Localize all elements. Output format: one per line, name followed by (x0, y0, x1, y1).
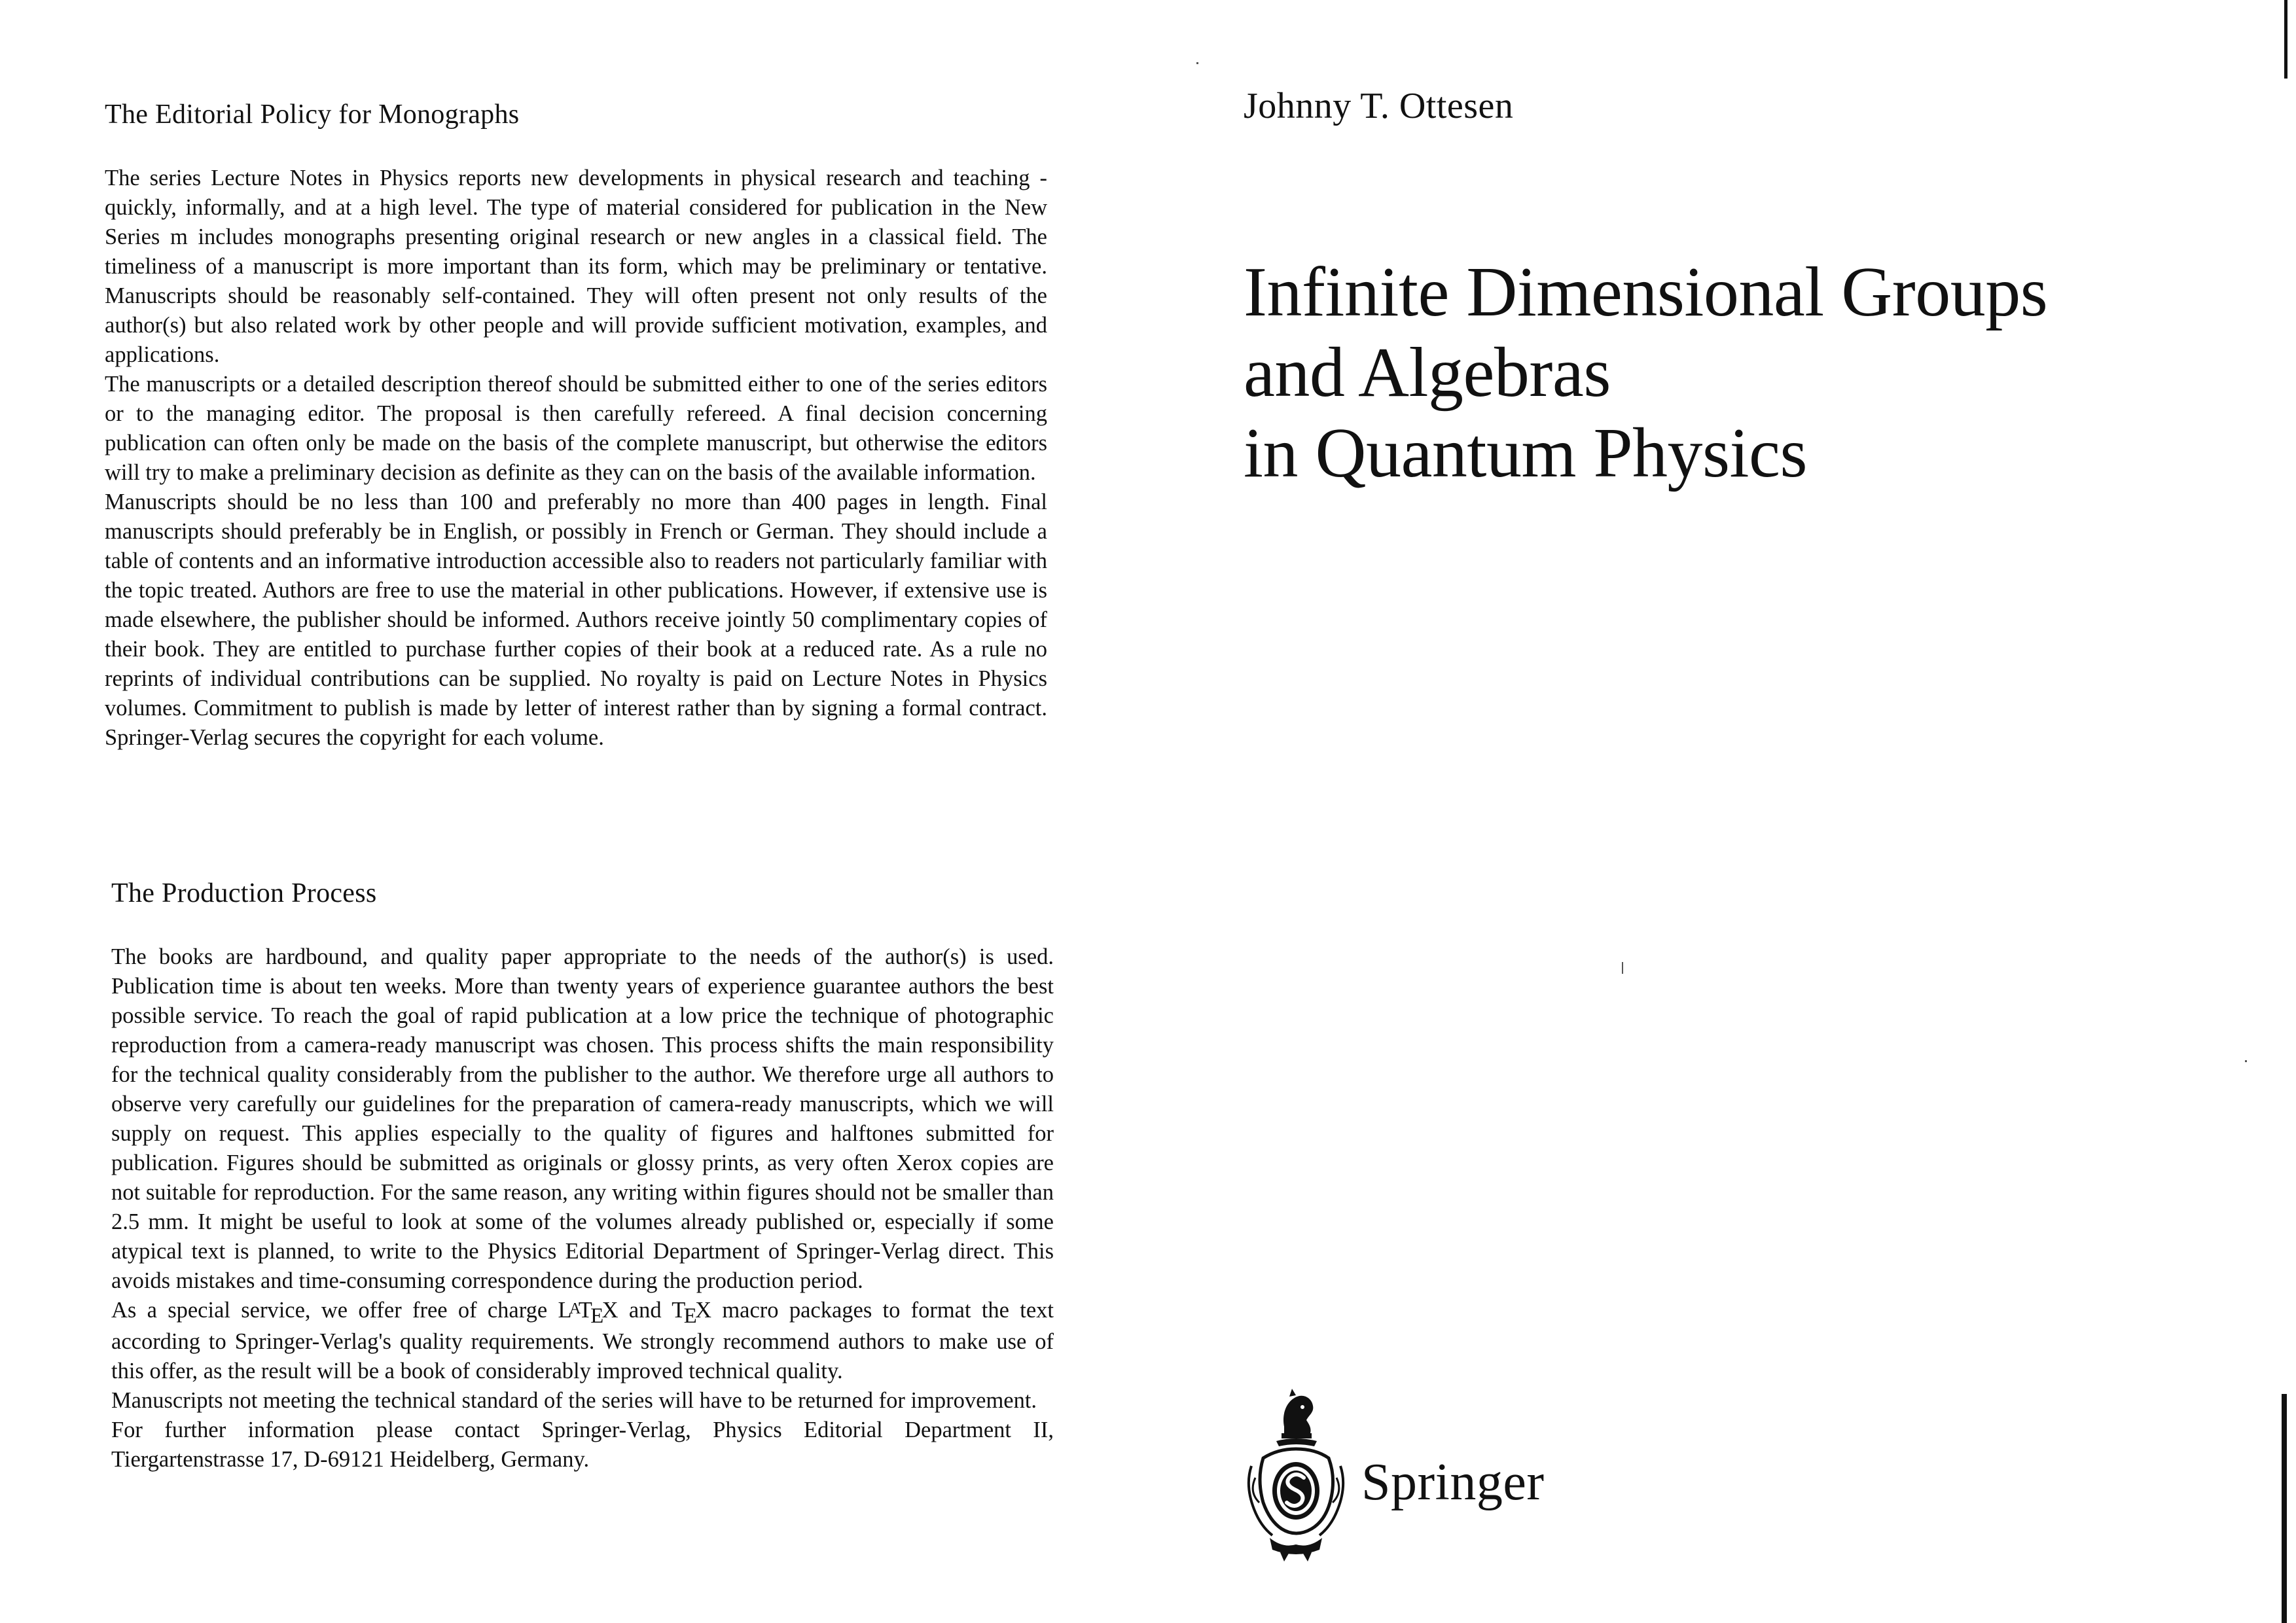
tex-logo: TEX (672, 1298, 712, 1328)
publisher-name: Springer (1361, 1454, 1545, 1511)
book-title-line-3: in Quantum Physics (1244, 414, 1808, 492)
special-service-intro: As a special service, we offer free of charge (111, 1298, 558, 1323)
left-page (105, 98, 1054, 1590)
scan-speck (1622, 962, 1623, 974)
scan-speck (1196, 62, 1198, 64)
scan-edge-bottom-right (2282, 1394, 2287, 1623)
production-process-paragraph-2 (111, 1296, 1054, 1386)
production-process-paragraph-1: The books are hardbound, and quality paper appropriate to the needs of the author(s) is used. Publication time is about ten weeks. More than twenty years of experience guarantee authors the best possible service. To reach the goal of rapid publication at a low price the technique of photographic reproduction from a camera-ready manuscript was chosen. This process shifts the main responsibility for the technical quality considerably from the publisher to the author. We therefore urge all authors to observe very carefully our guidelines for the preparation of camera-ready manuscripts, which we will supply on request. This applies especially to the quality of figures and halftones submitted for publication. Figures should be submitted as originals or glossy prints, as very often Xerox copies are not suitable for reproduction. For the same reason, any writing within figures should not be smaller than 2.5 mm. It might be useful to look at some of the volumes already published or, especially if some atypical text is planned, to write to the Physics Editorial Department of Springer-Verlag direct. This avoids mistakes and time-consuming correspondence during the production period. (111, 944, 1054, 1294)
and-word: and (618, 1298, 672, 1323)
editorial-policy-paragraph-2: The manuscripts or a detailed description thereof should be submitted either to one of the series editors or to the managing editor. The proposal is then carefully refereed. A final decision concerning publication can often only be made on the basis of the complete manuscript, but otherwise the editors will try to make a preliminary decision as definite as they can on the basis of the available information. (105, 372, 1047, 486)
latex-logo: LATEX (558, 1298, 619, 1328)
editorial-policy-paragraph-3: Manuscripts should be no less than 100 and preferably no more than 400 pages in length. Final manuscripts should preferably be in English, or possibly in French or German. They should include a table of contents and an informative introduction accessible also to readers not particularly familiar with the topic treated. Authors are free to use the material in other publications. However, if extensive use is made elsewhere, the publisher should be informed. Authors receive jointly 50 complimentary copies of their book. They are entitled to purchase further copies of their book at a reduced rate. As a rule no reprints of individual contributions can be supplied. No royalty is paid on Lecture Notes in Physics volumes. Commitment to publish is made by letter of interest rather than by signing a formal contract. Springer-Verlag secures the copyright for each volume. (105, 490, 1047, 751)
scan-edge-top-right (2284, 0, 2287, 79)
publisher-block (1244, 1381, 1636, 1564)
editorial-policy-paragraph-1: The series Lecture Notes in Physics reports new developments in physical research and teaching - quickly, informally, and at a high level. The type of material considered for publication in the New Series m includes monographs presenting original research or new angles in a classical field. The timeliness of a manuscript is more important than its form, which may be preliminary or tentative. Manuscripts should be reasonably self-contained. They will often present not only results of the author(s) but also related work by other people and will provide sufficient motivation, examples, and applications. (105, 166, 1047, 368)
book-title-line-2: and Algebras (1244, 334, 1611, 412)
book-title (1244, 252, 2251, 493)
editorial-policy-section (105, 98, 1047, 753)
production-process-heading: The Production Process (111, 878, 377, 908)
springer-chess-knight-logo-icon (1244, 1381, 1348, 1564)
production-process-paragraph-4: For further information please contact Springer-Verlag, Physics Editorial Department II, Tiergartenstrasse 17, D-69121 Heidelberg, Germany. (111, 1418, 1054, 1472)
author-name: Johnny T. Ottesen (1244, 86, 1514, 126)
editorial-policy-heading: The Editorial Policy for Monographs (105, 99, 520, 130)
production-process-section (111, 877, 1054, 1474)
right-page (1244, 0, 2265, 1623)
scan-speck (2245, 1060, 2247, 1062)
special-service-rest: macro packages to format the text according to Springer-Verlag's quality requirements. We strongly recommend authors to make use of this offer, as the result will be a book of considerably improved technical quality. (111, 1298, 1054, 1384)
production-process-paragraph-3: Manuscripts not meeting the technical standard of the series will have to be returned for improvement. (111, 1388, 1037, 1414)
book-title-line-1: Infinite Dimensional Groups (1244, 253, 2048, 331)
